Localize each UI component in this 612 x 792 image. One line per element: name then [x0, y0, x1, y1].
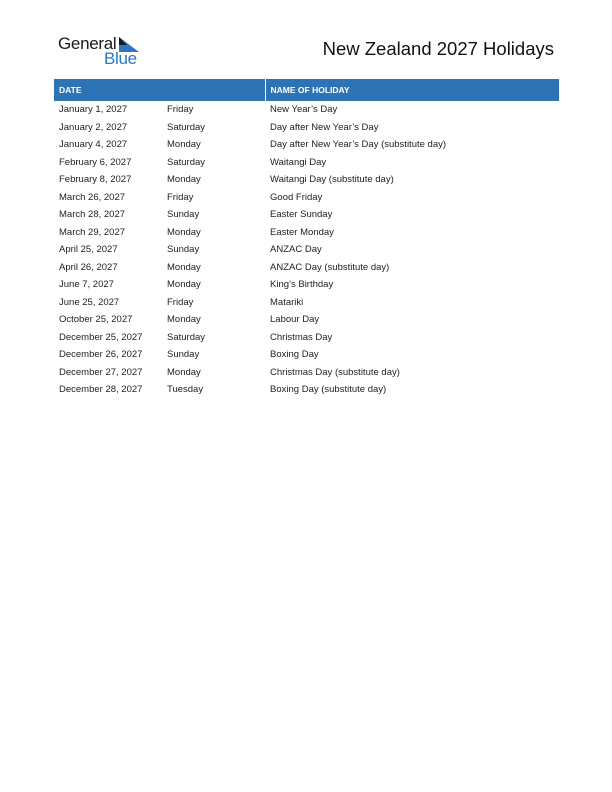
- holiday-name-cell: Christmas Day (substitute day): [270, 366, 400, 378]
- table-row: [54, 259, 559, 277]
- table-header-row: [54, 79, 559, 101]
- holiday-table: [54, 79, 559, 399]
- table-row: [54, 364, 559, 382]
- weekday-cell: Tuesday: [167, 384, 204, 396]
- date-cell: April 26, 2027: [59, 261, 118, 273]
- table-row: [54, 189, 559, 207]
- holiday-name-cell: Good Friday: [270, 191, 323, 203]
- weekday-cell: Saturday: [167, 121, 206, 133]
- holiday-name-cell: Boxing Day (substitute day): [270, 384, 387, 396]
- weekday-cell: Monday: [167, 314, 201, 326]
- date-cell: January 1, 2027: [59, 104, 128, 116]
- date-cell: January 4, 2027: [59, 139, 128, 151]
- logo[interactable]: [58, 34, 148, 68]
- table-row: [54, 276, 559, 294]
- holiday-name-cell: Easter Monday: [270, 226, 334, 238]
- holiday-name-cell: King’s Birthday: [270, 279, 334, 291]
- date-cell: June 25, 2027: [59, 296, 120, 308]
- weekday-cell: Monday: [167, 261, 201, 273]
- column-header-holiday-name: NAME OF HOLIDAY: [265, 79, 559, 101]
- weekday-cell: Monday: [167, 174, 201, 186]
- holiday-name-cell: Waitangi Day: [270, 156, 327, 168]
- date-cell: December 28, 2027: [59, 384, 143, 396]
- weekday-cell: Sunday: [167, 244, 200, 256]
- weekday-cell: Friday: [167, 296, 194, 308]
- table-body: [54, 101, 559, 399]
- date-cell: January 2, 2027: [59, 121, 128, 133]
- date-cell: February 8, 2027: [59, 174, 132, 186]
- table-row: [54, 101, 559, 119]
- date-cell: March 29, 2027: [59, 226, 126, 238]
- holiday-name-cell: ANZAC Day (substitute day): [270, 261, 390, 273]
- page-title: New Zealand 2027 Holidays: [322, 38, 554, 59]
- weekday-cell: Saturday: [167, 156, 206, 168]
- table-row: [54, 346, 559, 364]
- table-row: [54, 119, 559, 137]
- date-cell: December 27, 2027: [59, 366, 143, 378]
- holiday-name-cell: ANZAC Day: [270, 244, 322, 256]
- weekday-cell: Friday: [167, 191, 194, 203]
- table-row: [54, 241, 559, 259]
- holiday-name-cell: Matariki: [270, 296, 304, 308]
- logo-text-blue: Blue: [104, 49, 137, 68]
- weekday-cell: Monday: [167, 279, 201, 291]
- date-cell: December 26, 2027: [59, 349, 143, 361]
- holiday-name-cell: Easter Sunday: [270, 209, 333, 221]
- weekday-cell: Monday: [167, 139, 201, 151]
- date-cell: March 26, 2027: [59, 191, 126, 203]
- holiday-name-cell: Day after New Year’s Day (substitute day): [270, 139, 447, 151]
- weekday-cell: Sunday: [167, 209, 200, 221]
- holiday-name-cell: Boxing Day: [270, 349, 319, 361]
- table-row: [54, 224, 559, 242]
- date-cell: February 6, 2027: [59, 156, 132, 168]
- logo-text-general: General: [58, 34, 117, 53]
- holiday-name-cell: Day after New Year’s Day: [270, 121, 379, 133]
- weekday-cell: Monday: [167, 366, 201, 378]
- table-row: [54, 154, 559, 172]
- weekday-cell: Saturday: [167, 331, 206, 343]
- weekday-cell: Sunday: [167, 349, 200, 361]
- column-header-date: DATE: [54, 79, 265, 101]
- date-cell: December 25, 2027: [59, 331, 143, 343]
- holiday-name-cell: New Year’s Day: [270, 104, 338, 116]
- table-row: [54, 381, 559, 399]
- table-row: [54, 206, 559, 224]
- table-row: [54, 171, 559, 189]
- holiday-name-cell: Labour Day: [270, 314, 320, 326]
- table-row: [54, 136, 559, 154]
- date-cell: October 25, 2027: [59, 314, 133, 326]
- table-row: [54, 329, 559, 347]
- table-row: [54, 311, 559, 329]
- holiday-name-cell: Waitangi Day (substitute day): [270, 174, 394, 186]
- date-cell: March 28, 2027: [59, 209, 126, 221]
- holiday-name-cell: Christmas Day: [270, 331, 333, 343]
- weekday-cell: Monday: [167, 226, 201, 238]
- date-cell: April 25, 2027: [59, 244, 118, 256]
- date-cell: June 7, 2027: [59, 279, 114, 291]
- table-row: [54, 294, 559, 312]
- weekday-cell: Friday: [167, 104, 194, 116]
